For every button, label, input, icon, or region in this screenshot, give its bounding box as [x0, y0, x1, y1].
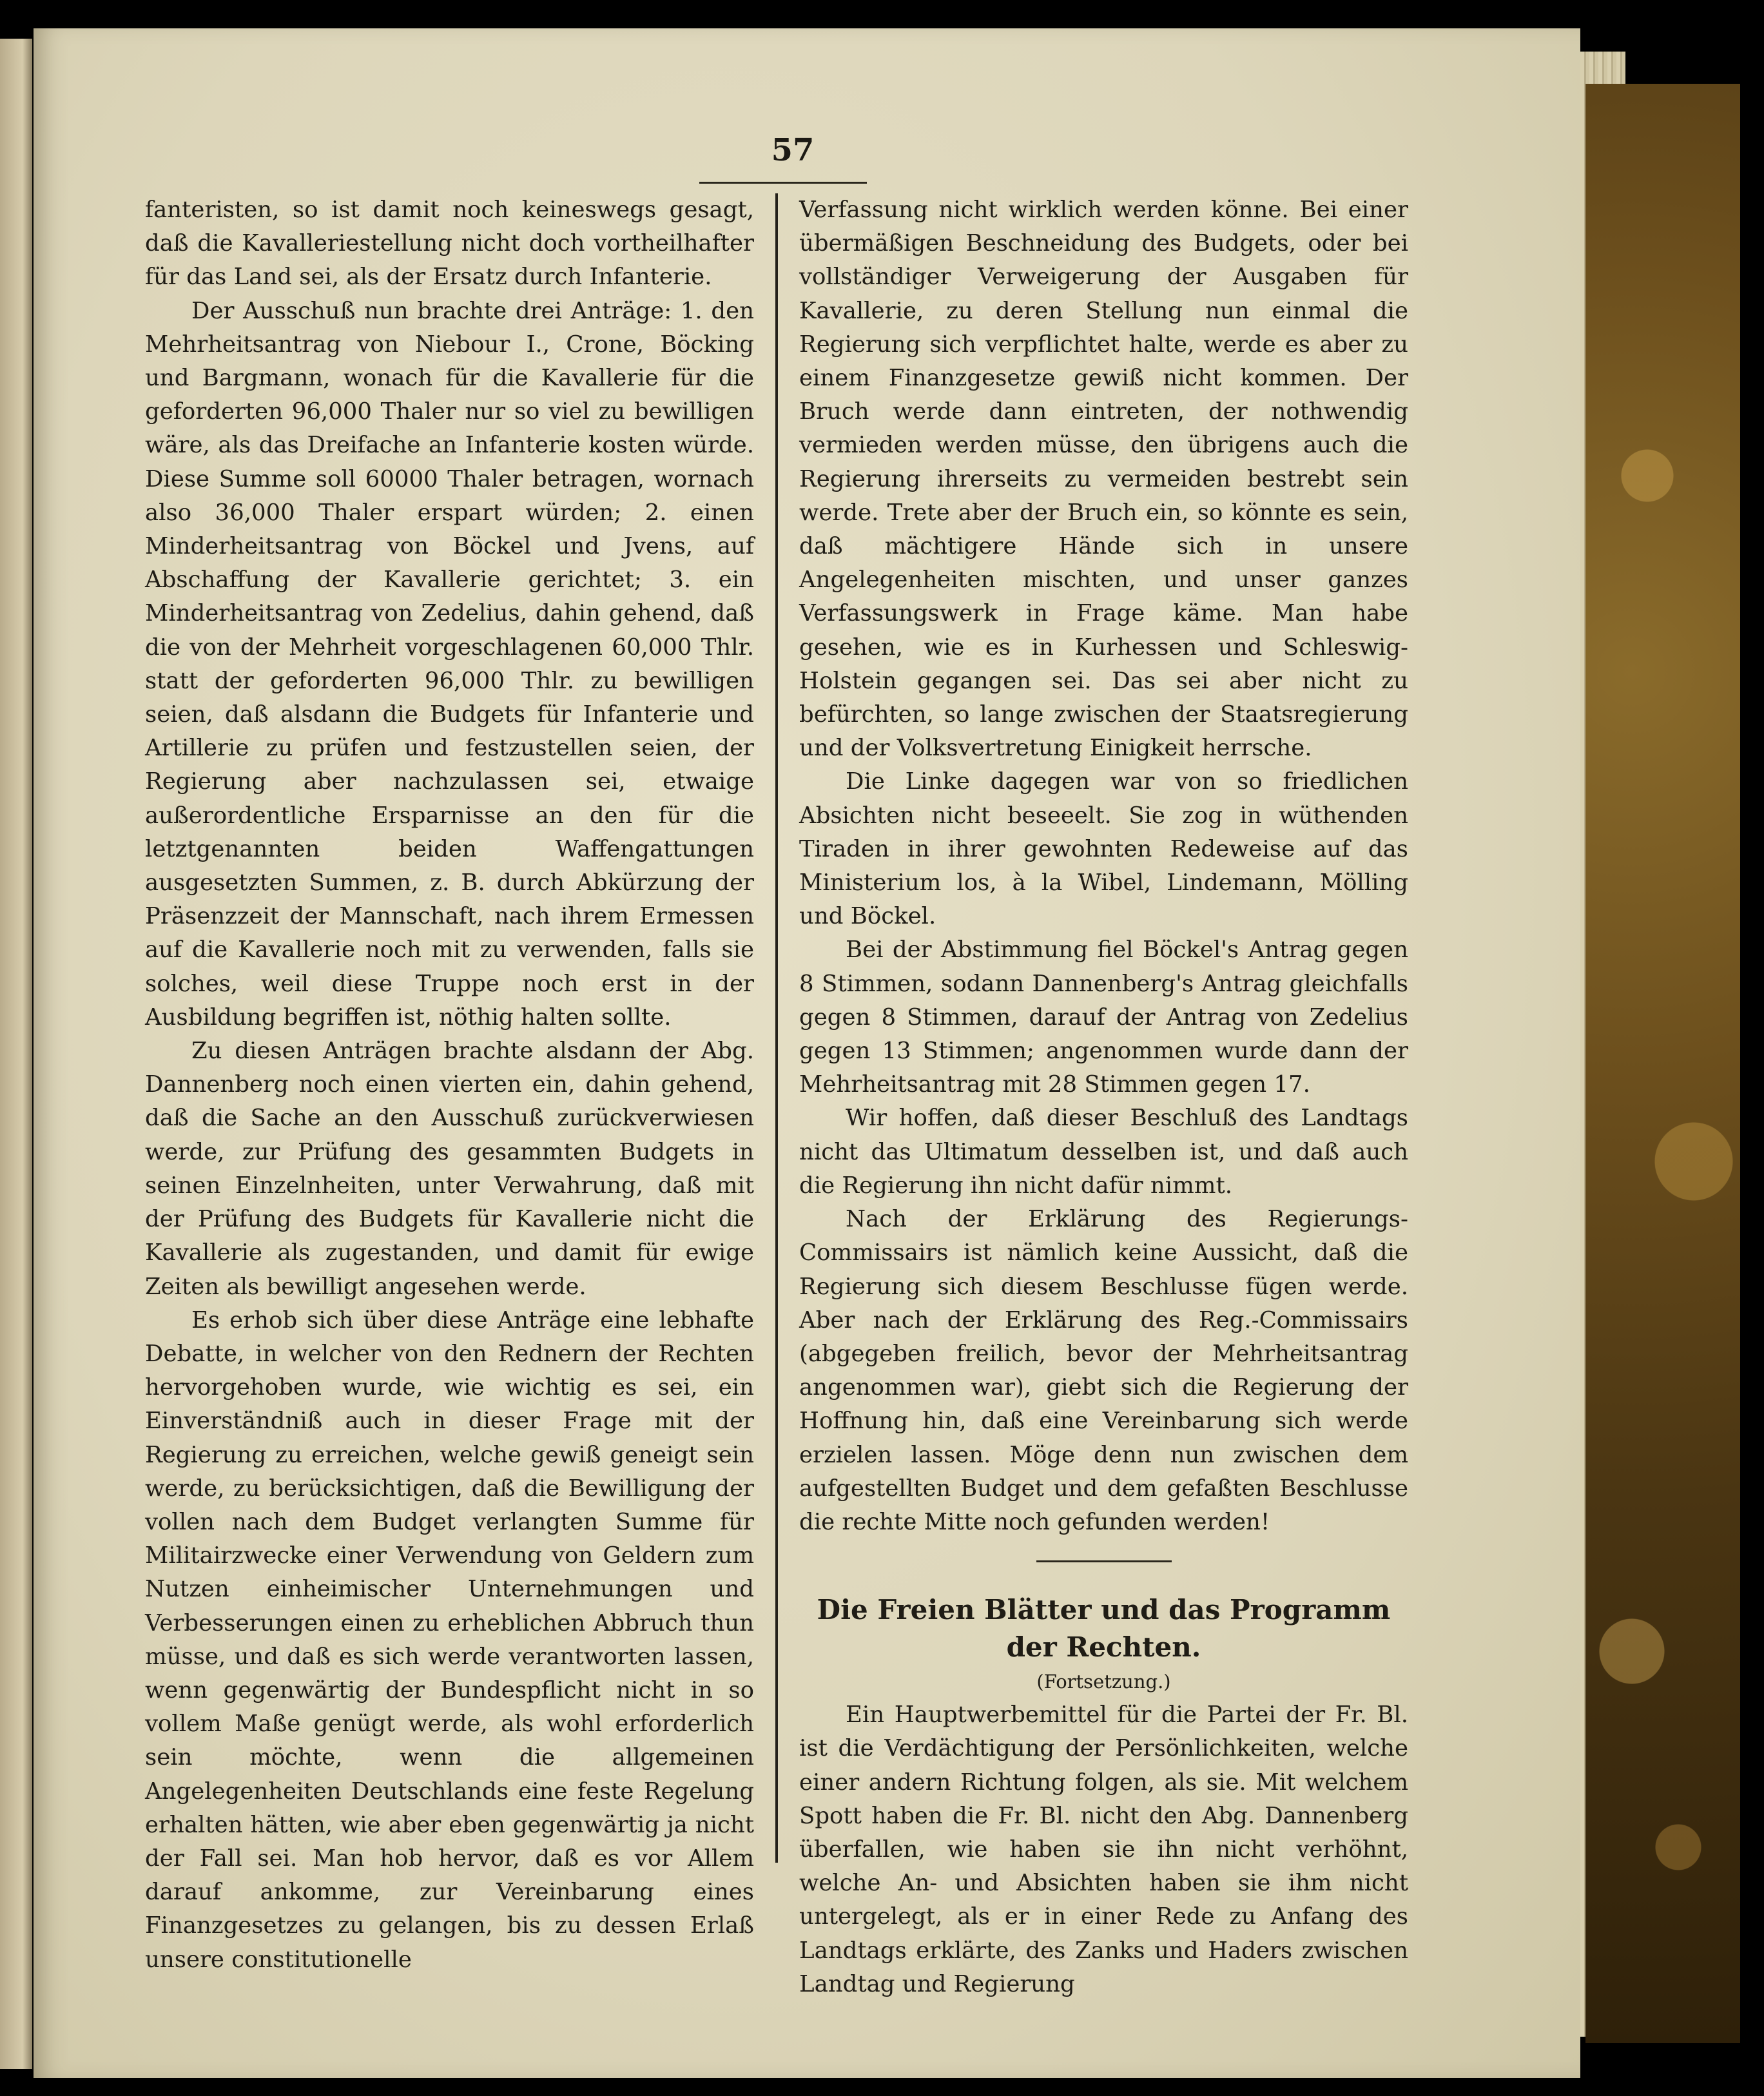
- left-paragraph-2: Der Ausschuß nun brachte drei Anträge: 1. den Mehrheitsantrag von Niebour I., Crone, Böcking und Bargmann, wonach für die Kavallerie für die geforderten 96,000 Thaler nur so viel zu bewilligen wäre, als das Dreifache an Infanterie kosten würde. Diese Summe soll 60000 Thaler betragen, wornach also 36,000 Thaler erspart würden; 2. einen Minderheitsantrag von Böckel und Jvens, auf Abschaffung der Kavallerie gerichtet; 3. ein Minderheitsantrag von Zedelius, dahin gehend, daß die von der Mehrheit vorgeschlagenen 60,000 Thlr. statt der geforderten 96,000 Thlr. zu bewilligen seien, daß alsdann die Budgets für Infanterie und Artillerie zu prüfen und festzustellen seien, der Regierung aber nachzulassen sei, etwaige außerordentliche Ersparnisse an den für die letztgenannten beiden Waffengattungen ausgesetzten Summen, z. B. durch Abkürzung der Präsenzzeit der Mannschaft, nach ihrem Ermessen auf die Kavallerie noch mit zu verwenden, falls sie solches, weil diese Truppe noch erst in der Ausbildung begriffen ist, nöthig halten sollte.: [145, 297, 754, 1031]
- page-number: 57: [771, 132, 815, 168]
- left-paragraph-3: Zu diesen Anträgen brachte alsdann der Abg. Dannenberg noch einen vierten ein, dahin gehend, daß die Sache an den Ausschuß zurückverwiesen werde, zur Prüfung des gesammten Budgets in seinen Einzelnheiten, unter Verwahrung, daß mit der Prüfung des Budgets für Kavallerie nicht die Kavallerie als zugestanden, und damit für ewige Zeiten als bewilligt angesehen werde.: [145, 1038, 754, 1300]
- page-number-rule: [699, 182, 867, 184]
- right-paragraph-5: Nach der Erklärung des Regierungs-Commissairs ist nämlich keine Aussicht, daß die Regierung sich diesem Beschlusse fügen werde. Aber nach der Erklärung des Reg.-Commissairs (abgegeben freilich, bevor der Mehrheitsantrag angenommen war), giebt sich die Regierung der Hoffnung hin, daß eine Vereinbarung sich werde erzielen lassen. Möge denn nun zwischen dem aufgestellten Budget und dem gefaßten Beschlusse die rechte Mitte noch gefunden werden!: [799, 1206, 1408, 1535]
- right-paragraph-1: Verfassung nicht wirklich werden könne. Bei einer übermäßigen Beschneidung des Budgets, oder bei vollständiger Verweigerung der Ausgaben für Kavallerie, zu deren Stellung nun einmal die Regierung sich verpflichtet halte, werde es aber zu einem Finanzgesetze gewiß nicht kommen. Der Bruch werde dann eintreten, der nothwendig vermieden werden müsse, den übrigens auch die Regierung ihrerseits zu vermeiden bestrebt sein werde. Trete aber der Bruch ein, so könnte es sein, daß mächtigere Hände sich in unsere Angelegenheiten mischten, und unser ganzes Verfassungswerk in Frage käme. Man habe gesehen, wie es in Kurhessen und Schleswig-Holstein gegangen sei. Das sei aber nicht zu befürchten, so lange zwischen der Staatsregierung und der Volksvertretung Einigkeit herrsche.: [799, 197, 1408, 762]
- column-divider: [775, 193, 778, 1863]
- article-subtitle: (Fortsetzung.): [1036, 1671, 1171, 1693]
- right-paragraph-2: Die Linke dagegen war von so friedlichen Absichten nicht beseeelt. Sie zog in wüthenden Tiraden in ihrer gewohnten Redeweise auf das Ministerium los, à la Wibel, Lindemann, Mölling und Böckel.: [799, 768, 1408, 930]
- left-column: [145, 193, 754, 1977]
- article-headline: Die Freien Blätter und das Programm der Rechten.: [817, 1594, 1391, 1664]
- section-divider: [1036, 1560, 1172, 1562]
- article-body: Ein Hauptwerbemittel für die Partei der Fr. Bl. ist die Verdächtigung der Persönlichkeiten, welche einer andern Richtung folgen, als sie. Mit welchem Spott haben die Fr. Bl. nicht den Abg. Dannenberg überfallen, wie haben sie ihn nicht verhöhnt, welche An- und Absichten haben sie ihm nicht untergelegt, als er in einer Rede zu Anfang des Landtags erklärte, des Zanks und Haders zwischen Landtag und Regierung: [799, 1702, 1408, 1997]
- left-paragraph-1: fanteristen, so ist damit noch keineswegs gesagt, daß die Kavalleriestellung nicht doch vortheilhafter für das Land sei, als der Ersatz durch Infanterie.: [145, 197, 754, 291]
- right-paragraph-4: Wir hoffen, daß dieser Beschluß des Landtags nicht das Ultimatum desselben ist, und daß auch die Regierung ihn nicht dafür nimmt.: [799, 1105, 1408, 1199]
- marbled-pattern: [1585, 84, 1740, 2043]
- facing-page-edge: [0, 39, 32, 2069]
- right-paragraph-3: Bei der Abstimmung fiel Böckel's Antrag gegen 8 Stimmen, sodann Dannenberg's Antrag gleichfalls gegen 8 Stimmen, darauf der Antrag von Zedelius gegen 13 Stimmen; angenommen wurde dann der Mehrheitsantrag mit 28 Stimmen gegen 17.: [799, 936, 1408, 1098]
- left-paragraph-4: Es erhob sich über diese Anträge eine lebhafte Debatte, in welcher von den Rednern der Rechten hervorgehoben wurde, wie wichtig es sei, ein Einverständniß auch in dieser Frage mit der Regierung zu erreichen, welche gewiß geneigt sein werde, zu berücksichtigen, daß die Bewilligung der vollen nach dem Budget verlangten Summe für Militairzwecke einer Verwendung von Geldern zum Nutzen einheimischer Unternehmungen und Verbesserungen einen zu erheblichen Abbruch thun müsse, und daß es sich werde verantworten lassen, wenn gegenwärtig der Bundespflicht nicht in so vollem Maße genügt werde, als wohl erforderlich sein möchte, wenn die allgemeinen Angelegenheiten Deutschlands eine feste Regelung erhalten hätten, wie aber eben gegenwärtig ja nicht der Fall sei. Man hob hervor, daß es vor Allem darauf ankomme, zur Vereinbarung eines Finanzgesetzes zu gelangen, bis zu dessen Erlaß unsere constitutionelle: [145, 1306, 754, 1973]
- marbled-book-cover: [1585, 84, 1740, 2043]
- right-column: [799, 193, 1408, 2001]
